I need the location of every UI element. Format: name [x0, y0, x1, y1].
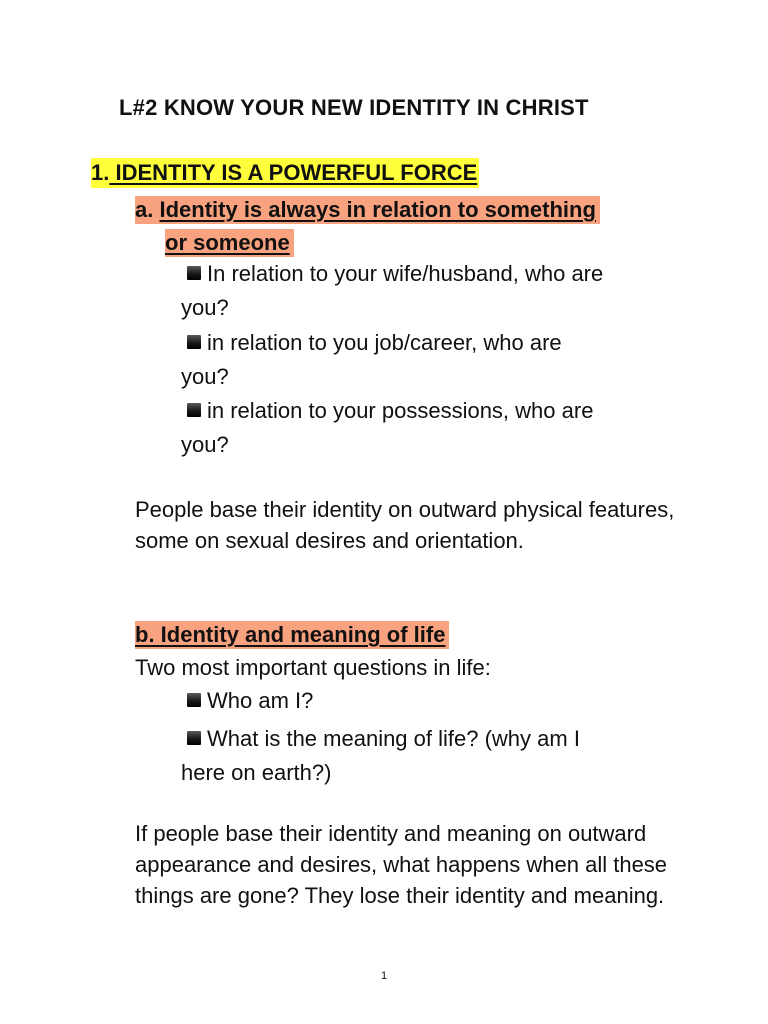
bullet-item	[181, 684, 701, 718]
section-1-heading	[91, 160, 479, 186]
bullet-item	[181, 394, 701, 462]
bullet-text-continued: you?	[181, 364, 229, 389]
subsection-b-title: b. Identity and meaning of life	[135, 622, 446, 647]
bullet-text: Who am I?	[207, 688, 314, 713]
bullet-text-continued: you?	[181, 295, 229, 320]
subsection-a-title-line2: or someone	[165, 230, 290, 255]
identity-paragraph: People base their identity on outward physical features, some on sexual desires and orientation.	[135, 497, 675, 553]
subsection-a-highlight	[135, 196, 600, 224]
black-square-bullet-icon	[187, 335, 201, 349]
black-square-bullet-icon	[187, 403, 201, 417]
black-square-bullet-icon	[187, 266, 201, 280]
subsection-b-highlight	[135, 621, 449, 649]
bullet-item	[181, 257, 701, 325]
subsection-a-label: a.	[135, 197, 154, 222]
bullet-item	[181, 326, 701, 394]
bullet-item	[181, 722, 701, 790]
bullet-text: in relation to your possessions, who are	[207, 398, 594, 423]
subsection-b-heading	[135, 618, 449, 651]
bullet-text: in relation to you job/career, who are	[207, 330, 562, 355]
page-number: 1	[380, 970, 388, 982]
subsection-a-highlight-line2	[165, 229, 294, 257]
document-title: L#2 KNOW YOUR NEW IDENTITY IN CHRIST	[119, 95, 589, 120]
questions-intro: Two most important questions in life:	[135, 655, 491, 680]
subsection-a-title-line1: Identity is always in relation to something	[159, 197, 596, 222]
bullet-text-continued: here on earth?)	[181, 760, 332, 785]
bullet-text-continued: you?	[181, 432, 229, 457]
black-square-bullet-icon	[187, 731, 201, 745]
meaning-paragraph: If people base their identity and meaning on outward appearance and desires, what happens when all these things are gone? They lose their identity and meaning.	[135, 821, 668, 908]
black-square-bullet-icon	[187, 693, 201, 707]
subsection-a-heading	[135, 193, 695, 259]
bullet-text: What is the meaning of life? (why am I	[207, 726, 580, 751]
section-1-title: IDENTITY IS A POWERFUL FORCE	[109, 160, 478, 185]
section-1-number: 1.	[91, 160, 110, 185]
bullet-text: In relation to your wife/husband, who are	[207, 261, 604, 286]
section-1-highlight	[91, 158, 479, 188]
